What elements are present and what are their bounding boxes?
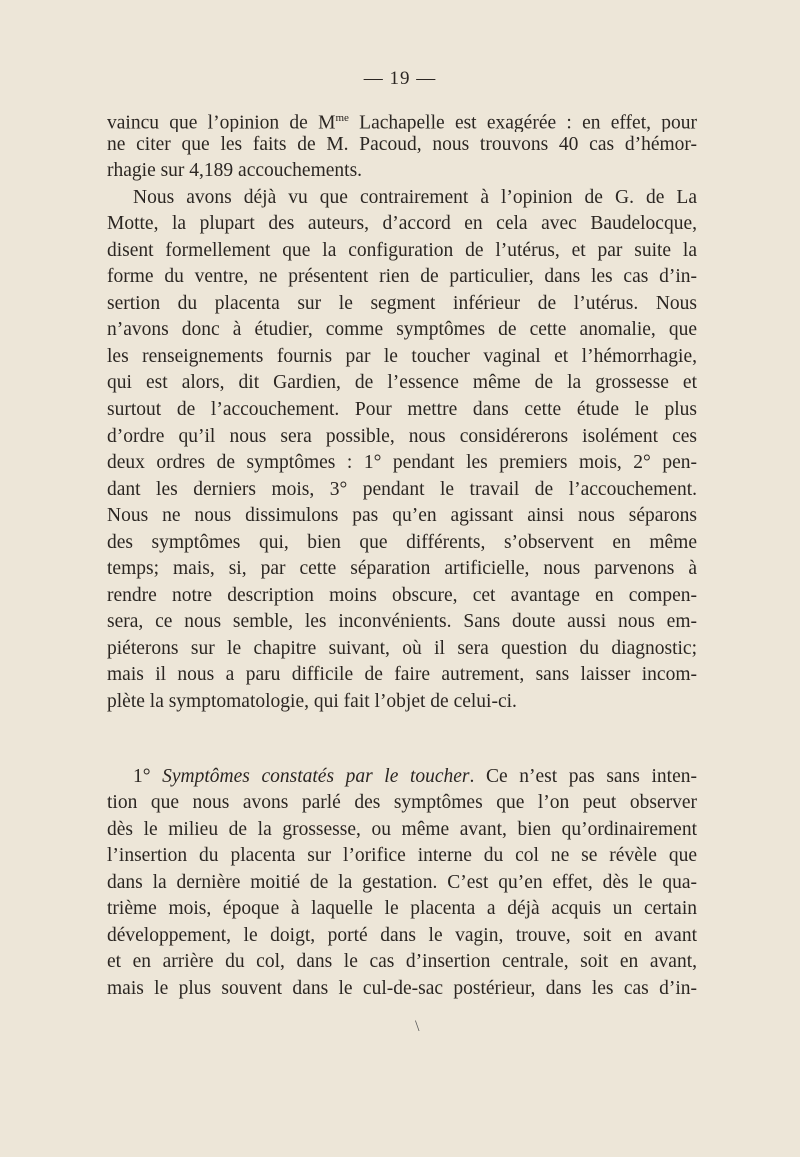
- page-number: — 19 —: [363, 68, 437, 89]
- superscript: me: [335, 112, 349, 124]
- text-line: tion que nous avons parlé des symptômes que l’on peut observer: [107, 792, 697, 814]
- text-line: Motte, la plupart des auteurs, d’accord en cela avec Baudelocque,: [107, 213, 697, 235]
- text-line: les renseignements fournis par le toucher vaginal et l’hémorrhagie,: [107, 345, 697, 367]
- text-line: d’ordre qu’il nous sera possible, nous considérerons isolément ces: [107, 425, 697, 447]
- text-line: rhagie sur 4,189 accouchements.: [107, 160, 363, 182]
- text-line: sertion du placenta sur le segment inférieur de l’utérus. Nous: [107, 292, 697, 314]
- text-line: développement, le doigt, porté dans le vagin, trouve, soit en avant: [107, 924, 697, 946]
- text-line: Nous avons déjà vu que contrairement à l’opinion de G. de La: [133, 186, 697, 208]
- section-heading-line: 1° Symptômes constatés par le toucher. Ce n’est pas sans inten-: [133, 765, 697, 787]
- text-line: vaincu que l’opinion de $M^{me}$ Lachapelle est exagérée : en effet, pour: [107, 112, 697, 132]
- text-line: trième mois, époque à laquelle le placenta a déjà acquis un certain: [107, 898, 697, 920]
- text-line: sera, ce nous semble, les inconvénients. Sans doute aussi nous em-: [107, 611, 697, 633]
- text-line: forme du ventre, ne présentent rien de particulier, dans les cas d’in-: [107, 266, 697, 288]
- section-heading: Symptômes constatés par le toucher: [162, 765, 470, 787]
- text-line: mais il nous a paru difficile de faire autrement, sans laisser incom-: [107, 664, 697, 686]
- text-line: plète la symptomatologie, qui fait l’objet de celui-ci.: [107, 691, 517, 713]
- text-line: n’avons donc à étudier, comme symptômes de cette anomalie, que: [107, 319, 697, 341]
- text-line: dès le milieu de la grossesse, ou même avant, bien qu’ordinairement: [107, 818, 697, 840]
- text-line: Nous ne nous dissimulons pas qu’en agissant ainsi nous séparons: [107, 505, 697, 527]
- text-line: piéterons sur le chapitre suivant, où il sera question du diagnostic;: [107, 637, 697, 659]
- body-text: [107, 105, 697, 1003]
- text-line: temps; mais, si, par cette séparation artificielle, nous parvenons à: [107, 558, 697, 580]
- text-line: l’insertion du placenta sur l’orifice interne du col ne se révèle que: [107, 845, 697, 867]
- text-line: deux ordres de symptômes : 1° pendant les premiers mois, 2° pen-: [107, 452, 697, 474]
- paragraph-gap: [107, 716, 697, 764]
- text-line: et en arrière du col, dans le cas d’insertion centrale, soit en avant,: [107, 951, 697, 973]
- text-line: dant les derniers mois, 3° pendant le travail de l’accouchement.: [107, 478, 697, 500]
- text-line: qui est alors, dit Gardien, de l’essence même de la grossesse et: [107, 372, 697, 394]
- text-line: surtout de l’accouchement. Pour mettre dans cette étude le plus: [107, 399, 697, 421]
- text-line: mais le plus souvent dans le cul-de-sac postérieur, dans les cas d’in-: [107, 977, 697, 999]
- text-line: des symptômes qui, bien que différents, s’observent en même: [107, 531, 697, 553]
- text-line: dans la dernière moitié de la gestation. C’est qu’en effet, dès le qua-: [107, 871, 697, 893]
- text-line: rendre notre description moins obscure, cet avantage en compen-: [107, 584, 697, 606]
- text-line: disent formellement que la configuration de l’utérus, et par suite la: [107, 239, 697, 261]
- text-line: ne citer que les faits de M. Pacoud, nous trouvons 40 cas d’hémor-: [107, 133, 697, 155]
- stray-mark: \: [415, 1018, 420, 1035]
